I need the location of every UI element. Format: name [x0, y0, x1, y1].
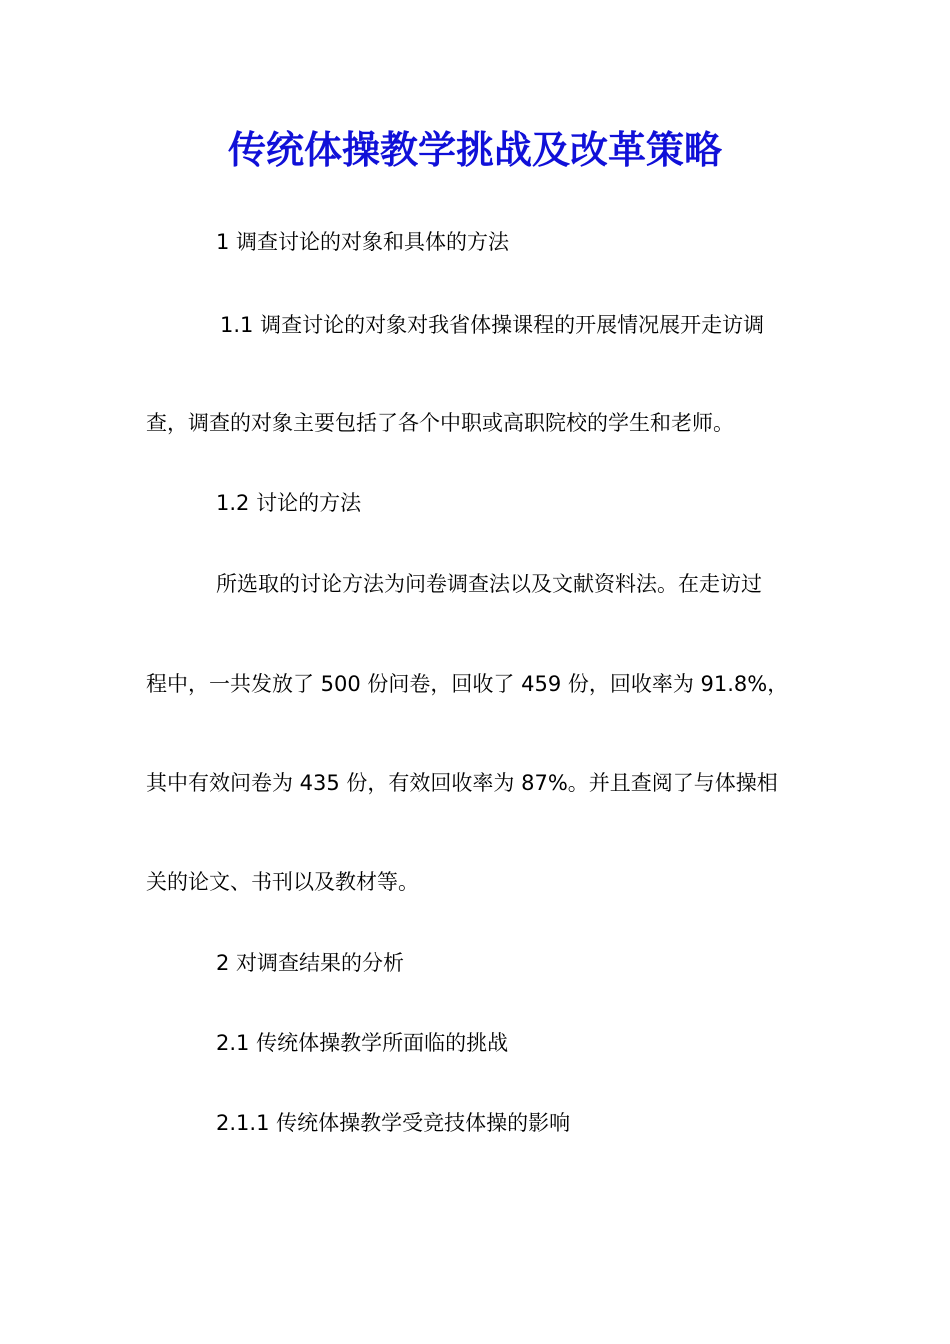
heading-2-1-1: 2.1.1 传统体操教学受竞技体操的影响	[216, 1111, 571, 1135]
heading-2-1: 2.1 传统体操教学所面临的挑战	[216, 1031, 509, 1055]
heading-1: 1 调查讨论的对象和具体的方法	[216, 230, 510, 254]
heading-1-2: 1.2 讨论的方法	[216, 491, 362, 515]
paragraph-method-line-3: 其中有效问卷为 435 份，有效回收率为 87%。并且查阅了与体操相	[146, 771, 778, 795]
paragraph-method-line-4: 关的论文、书刊以及教材等。	[146, 870, 419, 894]
heading-2: 2 对调查结果的分析	[216, 951, 405, 975]
paragraph-1-1-line-2: 查，调查的对象主要包括了各个中职或高职院校的学生和老师。	[146, 411, 734, 435]
document-title: 传统体操教学挑战及改革策略	[227, 127, 722, 172]
paragraph-method-line-2: 程中，一共发放了 500 份问卷，回收了 459 份，回收率为 91.8%，	[146, 672, 789, 696]
paragraph-1-1-line-1: 1.1 调查讨论的对象对我省体操课程的开展情况展开走访调	[220, 313, 765, 337]
paragraph-method-line-1: 所选取的讨论方法为问卷调查法以及文献资料法。在走访过	[216, 572, 762, 596]
